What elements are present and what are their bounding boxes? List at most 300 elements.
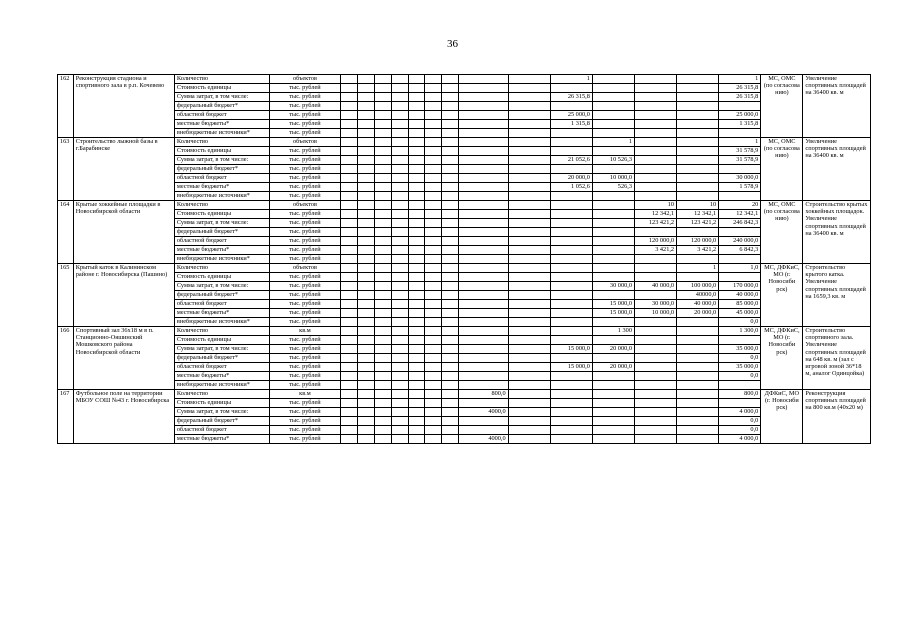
value-cell — [391, 300, 408, 309]
value-cell — [425, 138, 442, 147]
value-cell — [374, 291, 391, 300]
unit-cell: тыс. рублей — [269, 435, 341, 444]
value-cell — [408, 291, 425, 300]
table-row — [58, 102, 871, 111]
total-cell: 35 000,0 — [719, 345, 761, 354]
row-number: 162 — [58, 75, 74, 138]
value-cell — [425, 318, 442, 327]
value-cell — [358, 75, 375, 84]
value-cell — [374, 147, 391, 156]
value-cell — [374, 255, 391, 264]
table-row — [58, 183, 871, 192]
value-cell — [677, 228, 719, 237]
unit-cell: тыс. рублей — [269, 246, 341, 255]
value-cell — [677, 273, 719, 282]
value-cell — [408, 408, 425, 417]
responsible-executor: МС, ДФКиС, МО (г. Новосиби рск) — [761, 264, 803, 327]
value-cell — [677, 174, 719, 183]
value-cell — [374, 228, 391, 237]
indicator-cell: Количество — [174, 264, 269, 273]
total-cell — [719, 228, 761, 237]
value-cell — [459, 381, 508, 390]
value-cell — [358, 345, 375, 354]
unit-cell: тыс. рублей — [269, 273, 341, 282]
indicator-cell: внебюджетные источники* — [174, 381, 269, 390]
value-cell — [358, 93, 375, 102]
table-row — [58, 408, 871, 417]
table-row — [58, 147, 871, 156]
value-cell — [459, 255, 508, 264]
value-cell — [442, 381, 459, 390]
value-cell: 1 — [592, 138, 634, 147]
value-cell — [358, 156, 375, 165]
total-cell: 12 342,1 — [719, 210, 761, 219]
total-cell — [719, 381, 761, 390]
value-cell — [442, 309, 459, 318]
value-cell — [358, 201, 375, 210]
total-cell: 85 000,0 — [719, 300, 761, 309]
value-cell — [459, 345, 508, 354]
value-cell: 10 526,3 — [592, 156, 634, 165]
value-cell — [592, 381, 634, 390]
row-number: 166 — [58, 327, 74, 390]
value-cell — [358, 183, 375, 192]
value-cell — [358, 138, 375, 147]
indicator-cell: федеральный бюджет* — [174, 228, 269, 237]
value-cell — [374, 318, 391, 327]
indicator-cell: внебюджетные источники* — [174, 255, 269, 264]
value-cell — [677, 354, 719, 363]
value-cell — [459, 318, 508, 327]
value-cell — [550, 390, 592, 399]
value-cell — [550, 264, 592, 273]
indicator-cell: внебюджетные источники* — [174, 129, 269, 138]
value-cell — [358, 435, 375, 444]
value-cell — [408, 120, 425, 129]
value-cell — [508, 336, 550, 345]
value-cell — [391, 336, 408, 345]
value-cell — [508, 282, 550, 291]
value-cell — [408, 156, 425, 165]
value-cell — [508, 75, 550, 84]
unit-cell: тыс. рублей — [269, 255, 341, 264]
value-cell — [358, 120, 375, 129]
value-cell — [358, 228, 375, 237]
value-cell — [634, 390, 676, 399]
indicator-cell: местные бюджеты* — [174, 120, 269, 129]
value-cell — [341, 192, 358, 201]
value-cell — [592, 111, 634, 120]
total-cell: 1 300,0 — [719, 327, 761, 336]
value-cell — [550, 246, 592, 255]
expected-result: Реконструкция спортивных площадей на 800 кв.м (40х20 м) — [803, 390, 871, 444]
value-cell — [391, 273, 408, 282]
value-cell — [408, 435, 425, 444]
value-cell — [508, 120, 550, 129]
value-cell — [408, 219, 425, 228]
value-cell — [391, 138, 408, 147]
unit-cell: тыс. рублей — [269, 129, 341, 138]
value-cell — [508, 435, 550, 444]
value-cell — [425, 75, 442, 84]
total-cell: 240 000,0 — [719, 237, 761, 246]
value-cell — [358, 246, 375, 255]
value-cell: 3 421,2 — [677, 246, 719, 255]
page-number: 36 — [447, 38, 458, 50]
value-cell — [425, 408, 442, 417]
value-cell: 526,3 — [592, 183, 634, 192]
value-cell — [391, 201, 408, 210]
expected-result: Строительство крытых хоккейных площадок. Увеличение спортивных площадей на 36400 кв. м — [803, 201, 871, 264]
value-cell — [442, 120, 459, 129]
value-cell — [677, 435, 719, 444]
value-cell — [425, 300, 442, 309]
value-cell — [459, 327, 508, 336]
indicator-cell: местные бюджеты* — [174, 372, 269, 381]
value-cell — [358, 309, 375, 318]
indicator-cell: федеральный бюджет* — [174, 417, 269, 426]
value-cell — [459, 102, 508, 111]
total-cell: 1,0 — [719, 264, 761, 273]
value-cell — [391, 381, 408, 390]
value-cell — [358, 372, 375, 381]
value-cell — [677, 93, 719, 102]
table-row — [58, 327, 871, 336]
value-cell — [459, 426, 508, 435]
value-cell — [442, 84, 459, 93]
value-cell: 800,0 — [459, 390, 508, 399]
value-cell — [341, 129, 358, 138]
value-cell — [677, 372, 719, 381]
value-cell — [459, 156, 508, 165]
unit-cell: тыс. рублей — [269, 408, 341, 417]
table-row — [58, 219, 871, 228]
value-cell — [341, 336, 358, 345]
total-cell: 20 — [719, 201, 761, 210]
total-cell: 246 842,3 — [719, 219, 761, 228]
value-cell — [634, 345, 676, 354]
value-cell — [425, 183, 442, 192]
value-cell — [442, 327, 459, 336]
total-cell: 26 315,8 — [719, 84, 761, 93]
value-cell — [508, 165, 550, 174]
responsible-executor: МС, ОМС (по согласова нию) — [761, 138, 803, 201]
value-cell — [358, 327, 375, 336]
value-cell — [442, 147, 459, 156]
value-cell: 20 000,0 — [592, 363, 634, 372]
value-cell — [592, 165, 634, 174]
value-cell — [341, 345, 358, 354]
value-cell — [508, 354, 550, 363]
value-cell — [358, 336, 375, 345]
value-cell: 26 315,8 — [550, 93, 592, 102]
value-cell — [459, 273, 508, 282]
value-cell — [358, 273, 375, 282]
unit-cell: тыс. рублей — [269, 300, 341, 309]
value-cell — [442, 93, 459, 102]
value-cell: 100 000,0 — [677, 282, 719, 291]
value-cell — [508, 219, 550, 228]
value-cell: 1 315,8 — [550, 120, 592, 129]
value-cell — [374, 246, 391, 255]
total-cell: 0,0 — [719, 354, 761, 363]
value-cell — [358, 264, 375, 273]
value-cell — [408, 183, 425, 192]
table-row — [58, 417, 871, 426]
value-cell — [408, 201, 425, 210]
value-cell — [442, 255, 459, 264]
value-cell — [341, 111, 358, 120]
value-cell — [341, 156, 358, 165]
value-cell — [634, 363, 676, 372]
value-cell: 15 000,0 — [592, 300, 634, 309]
value-cell — [425, 174, 442, 183]
unit-cell: тыс. рублей — [269, 417, 341, 426]
table-row — [58, 426, 871, 435]
value-cell — [391, 246, 408, 255]
value-cell — [550, 426, 592, 435]
value-cell — [408, 426, 425, 435]
unit-cell: тыс. рублей — [269, 336, 341, 345]
value-cell — [634, 111, 676, 120]
value-cell — [408, 138, 425, 147]
value-cell — [425, 111, 442, 120]
value-cell — [374, 156, 391, 165]
value-cell — [592, 336, 634, 345]
value-cell — [677, 255, 719, 264]
value-cell — [374, 282, 391, 291]
value-cell — [442, 390, 459, 399]
indicator-cell: Стоимость единицы — [174, 399, 269, 408]
value-cell — [550, 408, 592, 417]
value-cell — [391, 111, 408, 120]
value-cell — [341, 300, 358, 309]
indicator-cell: Сумма затрат, в том числе: — [174, 93, 269, 102]
table-row — [58, 228, 871, 237]
value-cell — [442, 408, 459, 417]
value-cell — [550, 192, 592, 201]
unit-cell: тыс. рублей — [269, 102, 341, 111]
indicator-cell: федеральный бюджет* — [174, 165, 269, 174]
value-cell — [459, 399, 508, 408]
total-cell: 0,0 — [719, 318, 761, 327]
value-cell — [550, 165, 592, 174]
unit-cell: тыс. рублей — [269, 345, 341, 354]
responsible-executor: МС, ОМС (по согласова нию) — [761, 75, 803, 138]
indicator-cell: областной бюджет — [174, 111, 269, 120]
total-cell — [719, 255, 761, 264]
value-cell — [459, 417, 508, 426]
value-cell — [425, 237, 442, 246]
unit-cell: тыс. рублей — [269, 282, 341, 291]
value-cell — [508, 246, 550, 255]
value-cell — [550, 147, 592, 156]
value-cell — [459, 210, 508, 219]
value-cell — [634, 435, 676, 444]
indicator-cell: Сумма затрат, в том числе: — [174, 408, 269, 417]
total-cell: 31 578,9 — [719, 156, 761, 165]
value-cell — [634, 147, 676, 156]
value-cell — [374, 111, 391, 120]
value-cell — [459, 111, 508, 120]
value-cell — [425, 345, 442, 354]
value-cell — [425, 129, 442, 138]
value-cell — [408, 390, 425, 399]
table-row — [58, 309, 871, 318]
value-cell: 20 000,0 — [677, 309, 719, 318]
value-cell — [508, 318, 550, 327]
value-cell — [459, 120, 508, 129]
value-cell — [341, 381, 358, 390]
expected-result: Увеличение спортивных площадей на 36400 кв. м — [803, 138, 871, 201]
value-cell — [442, 246, 459, 255]
value-cell — [508, 417, 550, 426]
value-cell — [425, 93, 442, 102]
row-number: 164 — [58, 201, 74, 264]
value-cell — [592, 372, 634, 381]
value-cell — [677, 363, 719, 372]
indicator-cell: областной бюджет — [174, 237, 269, 246]
value-cell — [592, 273, 634, 282]
value-cell — [374, 327, 391, 336]
table-row — [58, 210, 871, 219]
value-cell — [442, 417, 459, 426]
value-cell — [408, 399, 425, 408]
value-cell — [634, 327, 676, 336]
value-cell — [459, 138, 508, 147]
indicator-cell: Стоимость единицы — [174, 147, 269, 156]
value-cell — [391, 147, 408, 156]
value-cell — [425, 201, 442, 210]
value-cell — [550, 84, 592, 93]
value-cell — [677, 129, 719, 138]
unit-cell: тыс. рублей — [269, 426, 341, 435]
value-cell — [459, 354, 508, 363]
table-row — [58, 435, 871, 444]
value-cell — [634, 399, 676, 408]
value-cell — [341, 147, 358, 156]
value-cell — [341, 435, 358, 444]
value-cell — [358, 147, 375, 156]
value-cell — [358, 282, 375, 291]
value-cell — [459, 228, 508, 237]
value-cell — [634, 291, 676, 300]
value-cell — [442, 75, 459, 84]
value-cell — [508, 363, 550, 372]
unit-cell: тыс. рублей — [269, 210, 341, 219]
value-cell — [341, 201, 358, 210]
value-cell — [374, 309, 391, 318]
value-cell — [677, 345, 719, 354]
value-cell — [341, 228, 358, 237]
indicator-cell: Стоимость единицы — [174, 273, 269, 282]
value-cell — [550, 336, 592, 345]
table-row — [58, 300, 871, 309]
value-cell — [442, 363, 459, 372]
value-cell — [677, 183, 719, 192]
value-cell — [341, 390, 358, 399]
value-cell — [374, 381, 391, 390]
value-cell — [592, 210, 634, 219]
value-cell — [550, 129, 592, 138]
row-number: 167 — [58, 390, 74, 444]
table-row — [58, 318, 871, 327]
table-row — [58, 84, 871, 93]
value-cell — [634, 75, 676, 84]
value-cell — [374, 183, 391, 192]
value-cell — [408, 363, 425, 372]
value-cell — [341, 282, 358, 291]
value-cell — [508, 138, 550, 147]
value-cell — [374, 354, 391, 363]
value-cell: 10 000,0 — [592, 174, 634, 183]
value-cell — [634, 273, 676, 282]
value-cell — [408, 237, 425, 246]
unit-cell: тыс. рублей — [269, 354, 341, 363]
value-cell — [358, 300, 375, 309]
value-cell — [374, 273, 391, 282]
unit-cell: тыс. рублей — [269, 363, 341, 372]
value-cell — [391, 174, 408, 183]
value-cell — [442, 192, 459, 201]
total-cell — [719, 165, 761, 174]
total-cell: 30 000,0 — [719, 174, 761, 183]
value-cell — [425, 156, 442, 165]
expected-result: Строительство спортивного зала. Увеличение спортивных площадей на 648 кв. м (зал с игровой зоной 36*18 м, аналог Одинцойка) — [803, 327, 871, 390]
value-cell — [425, 84, 442, 93]
unit-cell: тыс. рублей — [269, 120, 341, 129]
value-cell — [508, 129, 550, 138]
indicator-cell: Количество — [174, 390, 269, 399]
value-cell — [592, 291, 634, 300]
value-cell — [592, 84, 634, 93]
value-cell — [341, 291, 358, 300]
value-cell — [374, 345, 391, 354]
indicator-cell: федеральный бюджет* — [174, 102, 269, 111]
value-cell — [358, 102, 375, 111]
indicator-cell: местные бюджеты* — [174, 309, 269, 318]
value-cell — [508, 237, 550, 246]
value-cell — [425, 255, 442, 264]
value-cell — [459, 129, 508, 138]
table-row — [58, 138, 871, 147]
value-cell — [341, 417, 358, 426]
value-cell — [425, 390, 442, 399]
total-cell — [719, 399, 761, 408]
value-cell — [677, 120, 719, 129]
value-cell: 3 421,2 — [634, 246, 676, 255]
indicator-cell: областной бюджет — [174, 426, 269, 435]
value-cell — [592, 75, 634, 84]
value-cell — [677, 327, 719, 336]
value-cell — [634, 93, 676, 102]
table-row — [58, 120, 871, 129]
unit-cell: тыс. рублей — [269, 372, 341, 381]
table-row — [58, 93, 871, 102]
value-cell — [550, 300, 592, 309]
value-cell — [408, 210, 425, 219]
value-cell — [425, 363, 442, 372]
value-cell — [459, 372, 508, 381]
value-cell — [508, 264, 550, 273]
value-cell — [391, 102, 408, 111]
value-cell: 10 — [677, 201, 719, 210]
value-cell — [459, 93, 508, 102]
value-cell — [374, 129, 391, 138]
value-cell — [374, 408, 391, 417]
value-cell — [677, 165, 719, 174]
value-cell — [592, 408, 634, 417]
